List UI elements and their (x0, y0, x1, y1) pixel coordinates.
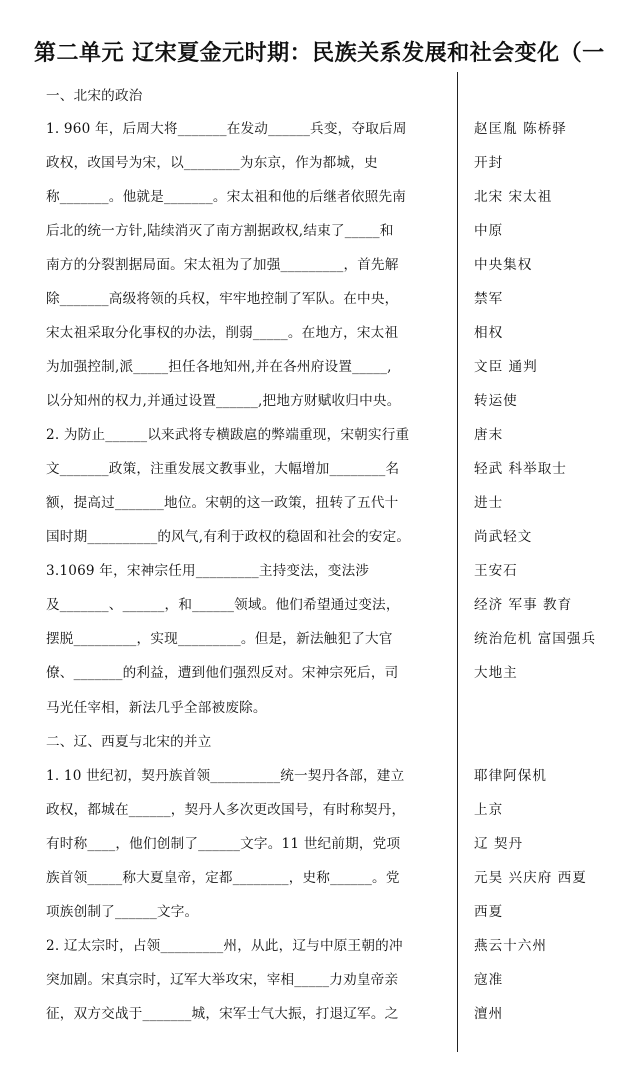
text-line: 摆脱_________，实现_________。但是，新法触犯了大官 (46, 631, 393, 647)
text-line: 1. 960 年，后周大将_______在发动______兵变，夺取后周 (46, 121, 407, 137)
text-line: 有时称____，他们创制了______文字。11 世纪前期，党项 (46, 836, 401, 852)
text-line: 政权，改国号为宋，以________为东京，作为都城，史 (46, 155, 378, 171)
text-line: 1. 10 世纪初，契丹族首领__________统一契丹各部，建立 (46, 768, 405, 784)
answer-item: 寇准 (474, 972, 504, 988)
text-line: 2. 辽太宗时，占领_________州，从此，辽与中原王朝的冲 (46, 938, 403, 954)
answer-item: 相权 (474, 325, 504, 341)
answer-item: 耶律阿保机 (474, 768, 547, 784)
text-line: 称_______。他就是_______。宋太祖和他的后继者依照先南 (46, 189, 407, 205)
section-heading: 一、北宋的政治 (46, 88, 143, 104)
text-line: 后北的统一方针,陆续消灭了南方割据政权,结束了_____和 (46, 223, 394, 239)
answer-item: 王安石 (474, 563, 518, 579)
text-line: 项族创制了______文字。 (46, 904, 199, 920)
section-heading: 二、辽、西夏与北宋的并立 (46, 734, 212, 750)
text-line: 政权，都城在______，契丹人多次更改国号，有时称契丹， (46, 802, 406, 818)
answer-item: 赵匡胤 陈桥驿 (474, 121, 567, 137)
text-line: 国时期__________的风气,有利于政权的稳固和社会的安定。 (46, 529, 411, 545)
text-line: 文_______政策，注重发展文教事业，大幅增加________名 (46, 461, 400, 477)
text-line: 及_______、______，和______领域。他们希望通过变法， (46, 597, 400, 613)
answer-item: 澶州 (474, 1006, 504, 1022)
text-line: 3.1069 年，宋神宗任用_________主持变法，变法涉 (46, 563, 370, 579)
text-line: 族首领_____称大夏皇帝，定都________，史称______。党 (46, 870, 400, 886)
text-line: 僚、_______的利益，遭到他们强烈反对。宋神宗死后，司 (46, 665, 399, 681)
answer-item: 进士 (474, 495, 504, 511)
text-line: 以分知州的权力,并通过设置______,把地方财赋收归中央。 (46, 393, 401, 409)
text-line: 突加剧。宋真宗时，辽军大举攻宋，宰相_____力劝皇帝亲 (46, 972, 399, 988)
answer-item: 元昊 兴庆府 西夏 (474, 870, 587, 886)
text-line: 南方的分裂割据局面。宋太祖为了加强_________，首先解 (46, 257, 399, 273)
answer-item: 中央集权 (474, 257, 533, 273)
answer-item: 转运使 (474, 393, 518, 409)
text-line: 宋太祖采取分化事权的办法，削弱_____。在地方，宋太祖 (46, 325, 399, 341)
text-line: 征，双方交战于_______城，宋军士气大振，打退辽军。之 (46, 1006, 399, 1022)
answer-item: 西夏 (474, 904, 504, 920)
answer-item: 文臣 通判 (474, 359, 538, 375)
answer-item: 上京 (474, 802, 504, 818)
answer-item: 中原 (474, 223, 504, 239)
answer-item: 辽 契丹 (474, 836, 524, 852)
answer-item: 唐末 (474, 427, 504, 443)
answer-item: 燕云十六州 (474, 938, 547, 954)
answer-item: 统治危机 富国强兵 (474, 631, 597, 647)
answer-item: 北宋 宋太祖 (474, 189, 553, 205)
answer-item: 禁军 (474, 291, 504, 307)
text-line: 马光任宰相，新法几乎全部被废除。 (46, 700, 267, 716)
text-line: 2. 为防止______以来武将专横跋扈的弊端重现，宋朝实行重 (46, 427, 410, 443)
answer-item: 开封 (474, 155, 504, 171)
text-line: 除_______高级将领的兵权，牢牢地控制了军队。在中央， (46, 291, 399, 307)
column-divider (457, 72, 458, 1052)
answer-item: 轻武 科举取士 (474, 461, 567, 477)
page-title: 第二单元 辽宋夏金元时期：民族关系发展和社会变化（一 (34, 41, 605, 66)
text-line: 额，提高过_______地位。宋朝的这一政策，扭转了五代十 (46, 495, 399, 511)
answer-item: 尚武轻文 (474, 529, 533, 545)
text-line: 为加强控制,派_____担任各地知州,并在各州府设置_____, (46, 359, 392, 375)
answer-item: 经济 军事 教育 (474, 597, 573, 613)
answer-item: 大地主 (474, 665, 518, 681)
